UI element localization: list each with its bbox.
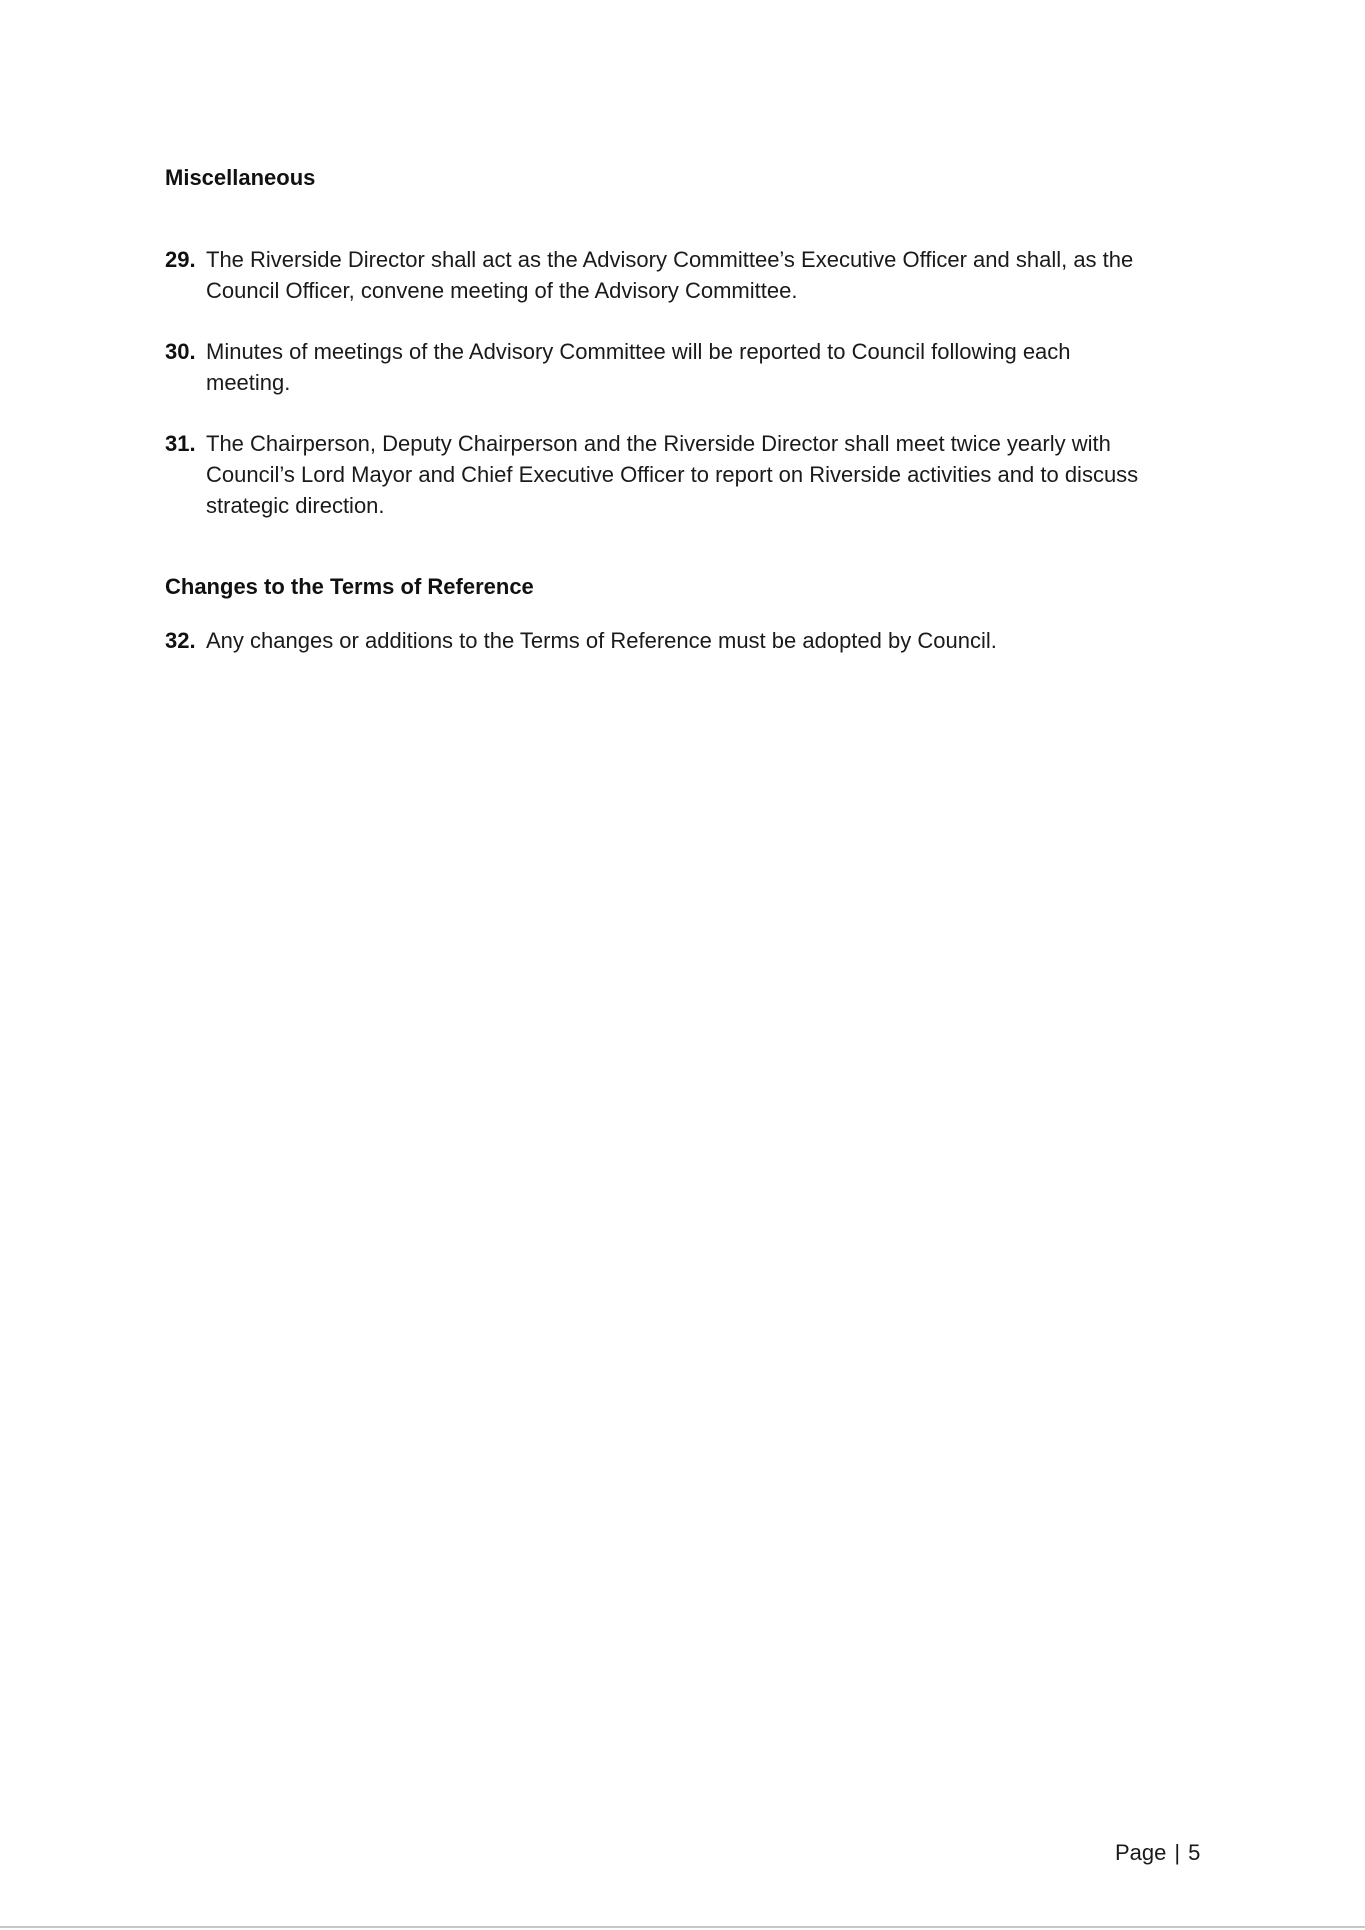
clause-number: 32.	[165, 628, 196, 653]
clause-text: The Riverside Director shall act as the Advisory Committee’s Executive Officer and shall, as the Council Officer, convene meeting of the Advisory Committee.	[206, 247, 1134, 303]
clause-text: Minutes of meetings of the Advisory Committee will be reported to Council following each meeting.	[206, 339, 1071, 395]
clause-30	[165, 336, 1205, 398]
page-label: Page	[1115, 1840, 1167, 1865]
clause-31	[165, 428, 1205, 521]
clause-29	[165, 244, 1205, 306]
clause-number: 29.	[165, 247, 196, 272]
page-number: 5	[1188, 1840, 1201, 1865]
section-heading-changes: Changes to the Terms of Reference	[165, 574, 534, 599]
clause-number: 30.	[165, 339, 196, 364]
clause-text: Any changes or additions to the Terms of Reference must be adopted by Council.	[206, 628, 997, 653]
page-separator: |	[1174, 1840, 1181, 1865]
section-heading-miscellaneous: Miscellaneous	[165, 165, 316, 190]
clause-number: 31.	[165, 431, 196, 456]
clause-32	[165, 625, 1205, 656]
clause-text: The Chairperson, Deputy Chairperson and the Riverside Director shall meet twice yearly with Council’s Lord Mayor and Chief Executive Officer to report on Riverside activities and to discuss strategic direction.	[206, 431, 1139, 518]
page-footer	[1115, 1840, 1200, 1866]
